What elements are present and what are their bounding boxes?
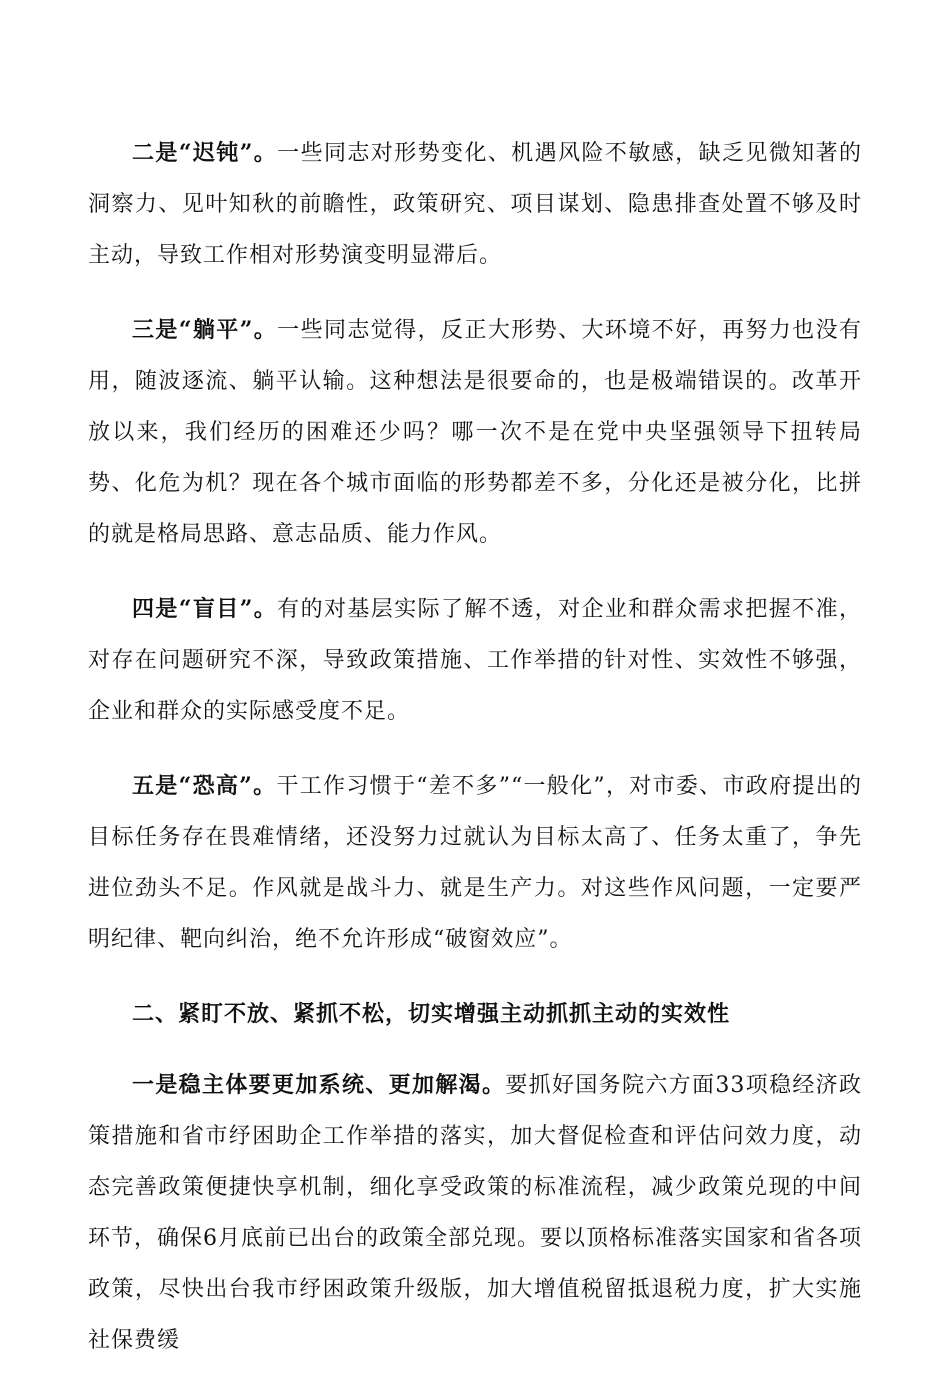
paragraph-lead: 二是“迟钝”。	[132, 140, 278, 166]
paragraph-lead: 五是“恐高”。	[132, 773, 277, 799]
paragraph-lead: 一是稳主体要更加系统、更加解渴。	[132, 1072, 506, 1098]
paragraph-body: 一些同志对形势变化、机遇风险不敏感，缺乏见微知著的洞察力、见叶知秋的前瞻性，政策研究、项目谋划、隐患排查处置不够及时主动，导致工作相对形势演变明显滞后。	[88, 141, 862, 268]
paragraph-wenzhuti	[88, 1060, 862, 1366]
paragraph-tangping	[88, 305, 862, 560]
paragraph-konggao	[88, 761, 862, 965]
section-heading: 二、紧盯不放、紧抓不松，切实增强主动抓抓主动的实效性	[132, 1001, 731, 1027]
paragraph-lead: 三是“躺平”。	[132, 317, 278, 343]
paragraph-lead: 四是“盲目”。	[132, 596, 278, 622]
paragraph-body: 有的对基层实际了解不透，对企业和群众需求把握不准，对存在问题研究不深，导致政策措施、工作举措的针对性、实效性不够强，企业和群众的实际感受度不足。	[88, 597, 862, 724]
paragraph-chidun	[88, 128, 862, 281]
paragraph-body: 要抓好国务院六方面33项稳经济政策措施和省市纾困助企工作举措的落实，加大督促检查和评估问效力度，动态完善政策便捷快享机制，细化享受政策的标准流程，减少政策兑现的中间环节，确保6月底前已出台的政策全部兑现。要以顶格标准落实国家和省各项政策，尽快出台我市纾困政策升级版，加大增值税留抵退税力度，扩大实施社保费缓	[88, 1073, 862, 1353]
paragraph-body: 一些同志觉得，反正大形势、大环境不好，再努力也没有用，随波逐流、躺平认输。这种想法是很要命的，也是极端错误的。改革开放以来，我们经历的困难还少吗？哪一次不是在党中央坚强领导下扭转局势、化危为机？现在各个城市面临的形势都差不多，分化还是被分化，比拼的就是格局思路、意志品质、能力作风。	[88, 318, 862, 547]
paragraph-mangmu	[88, 584, 862, 737]
document-page	[88, 128, 862, 1390]
paragraph-body: 干工作习惯于“差不多”“一般化”，对市委、市政府提出的目标任务存在畏难情绪，还没努力过就认为目标太高了、任务太重了，争先进位劲头不足。作风就是战斗力、就是生产力。对这些作风问题，一定要严明纪律、靶向纠治，绝不允许形成“破窗效应”。	[88, 774, 862, 952]
